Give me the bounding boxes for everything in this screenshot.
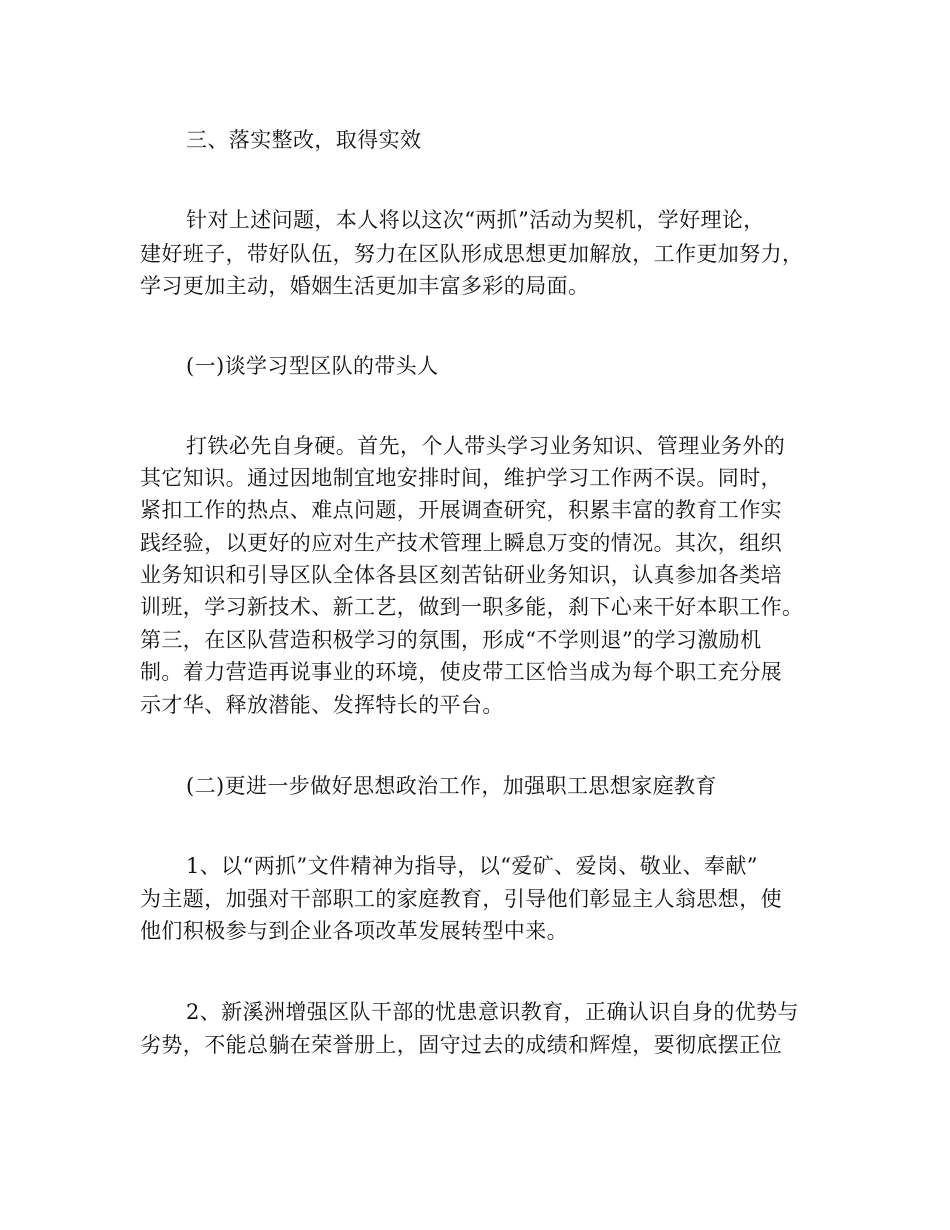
- paragraph-line: 紧扣工作的热点、难点问题，开展调查研究，积累丰富的教育工作实: [140, 498, 782, 522]
- intro-line: 学习更加主动，婚姻生活更加丰富多彩的局面。: [140, 274, 590, 298]
- paragraph-line: 训班，学习新技术、新工艺，做到一职多能，刹下心来干好本职工作。: [140, 595, 804, 619]
- paragraph-line: 第三，在区队营造积极学习的氛围，形成“不学则退”的学习激励机: [140, 628, 762, 652]
- list-item-line: 劣势，不能总躺在荣誉册上，固守过去的成绩和辉煌，要彻底摆正位: [140, 1033, 782, 1057]
- list-item-line: 他们积极参与到企业各项改革发展转型中来。: [140, 919, 568, 943]
- paragraph-line: 制。着力营造再说事业的环境，使皮带工区恰当成为每个职工充分展: [140, 660, 782, 684]
- paragraph-line: 示才华、释放潜能、发挥特长的平台。: [140, 693, 504, 717]
- list-item-line: 2、新溪洲增强区队干部的忧患意识教育，正确认识自身的优势与: [186, 1000, 799, 1024]
- intro-line: 建好班子，带好队伍，努力在区队形成思想更加解放，工作更加努力，: [140, 242, 804, 266]
- intro-line: 针对上述问题，本人将以这次“两抓”活动为契机，学好理论，: [186, 208, 765, 232]
- subheading-learning-team: (一)谈学习型区队的带头人: [186, 354, 439, 378]
- list-item-line: 1、以“两抓”文件精神为指导，以“爱矿、爱岗、敬业、奉献”: [186, 854, 758, 878]
- list-item-line: 为主题，加强对干部职工的家庭教育，引导他们彰显主人翁思想，使: [140, 887, 782, 911]
- paragraph-line: 业务知识和引导区队全体各县区刻苦钻研业务知识，认真参加各类培: [140, 563, 782, 587]
- section-heading: 三、落实整改，取得实效: [186, 128, 422, 152]
- subheading-political-work: (二)更进一步做好思想政治工作，加强职工思想家庭教育: [186, 774, 717, 798]
- paragraph-line: 其它知识。通过因地制宜地安排时间，维护学习工作两不误。同时，: [140, 466, 782, 490]
- paragraph-line: 践经验，以更好的应对生产技术管理上瞬息万变的情况。其次，组织: [140, 531, 782, 555]
- paragraph-line: 打铁必先自身硬。首先，个人带头学习业务知识、管理业务外的: [186, 434, 786, 458]
